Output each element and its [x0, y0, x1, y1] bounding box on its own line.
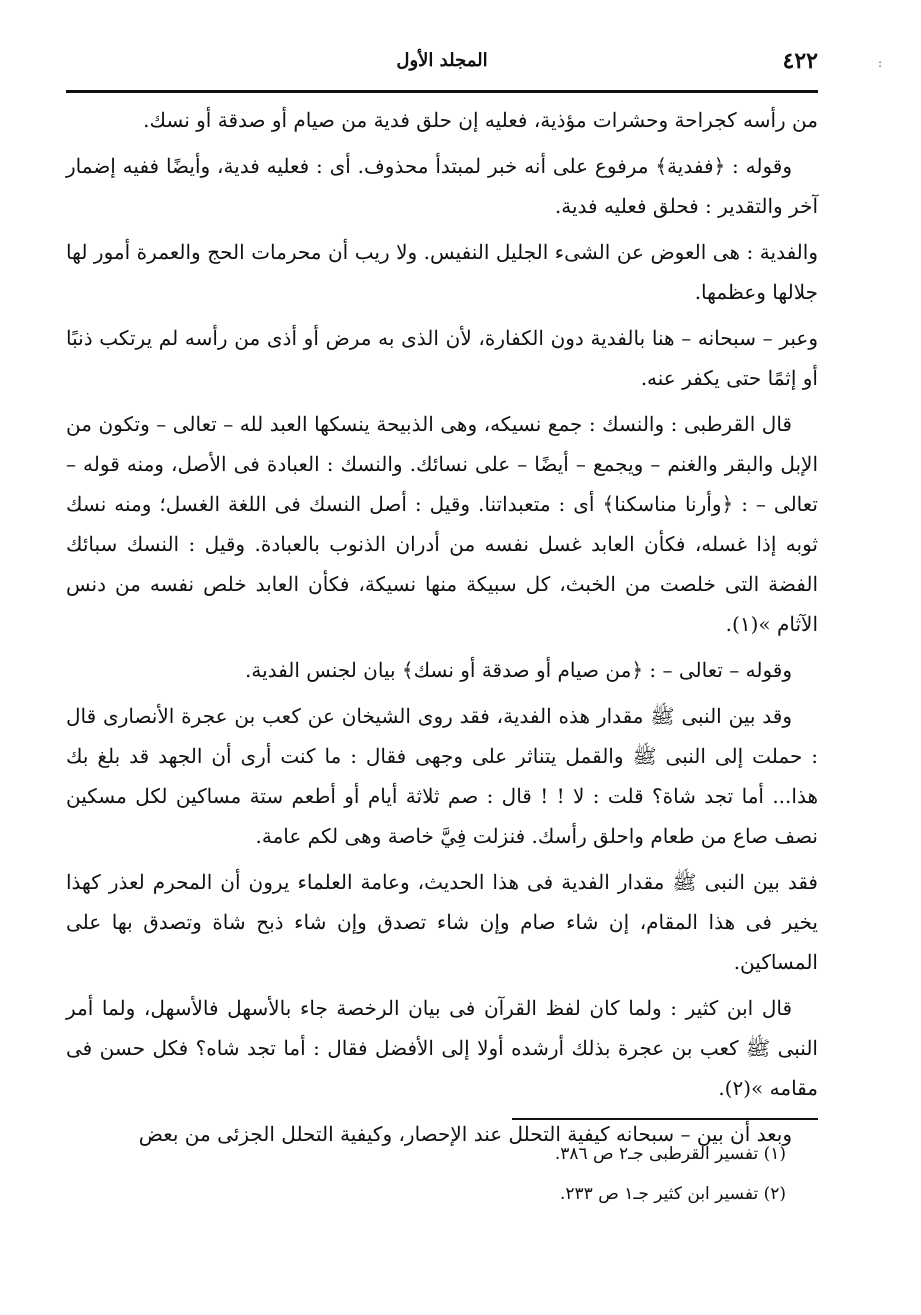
footnote-rule	[512, 1118, 818, 1120]
paragraph: والفدية : هى العوض عن الشىء الجليل النفيس. ولا ريب أن محرمات الحج والعمرة أمور لها جلالها وعظمها.	[66, 240, 818, 304]
page-number: ٤٢٢	[782, 48, 818, 74]
paragraph: فقد بين النبى ﷺ مقدار الفدية فى هذا الحديث، وعامة العلماء يرون أن المحرم لعذر كهذا يخير فى هذا المقام، إن شاء صام وإن شاء تصدق وإن شاء ذبح شاة وتصدق بها على المساكين.	[66, 870, 818, 974]
main-text	[66, 100, 818, 1160]
paragraph: وعبر – سبحانه – هنا بالفدية دون الكفارة، لأن الذى به مرض أو أذى من رأسه لم يرتكب ذنبًا أو إثمًا حتى يكفر عنه.	[66, 326, 818, 390]
paragraph: وبعد أن بين – سبحانه كيفية التحلل عند الإحصار، وكيفية التحلل الجزئى من بعض	[138, 1122, 792, 1146]
footnote: (١) تفسير القرطبى جـ٢ ص ٣٨٦.	[554, 1144, 786, 1164]
paragraph: قال ابن كثير : ولما كان لفظ القرآن فى بيان الرخصة جاء بالأسهل فالأسهل، ولما أمر النبى ﷺ كعب بن عجرة بذلك أرشده أولا إلى الأفضل فقال : أما تجد شاه؟ فكل حسن فى مقامه »(٢).	[66, 996, 818, 1100]
paragraph: وقد بين النبى ﷺ مقدار هذه الفدية، فقد روى الشيخان عن كعب بن عجرة الأنصارى قال : حملت إلى النبى ﷺ والقمل يتناثر على وجهى فقال : ما كنت أرى أن الجهد قد بلغ بك هذا... أما تجد شاة؟ قلت : لا ! ! قال : صم ثلاثة أيام أو أطعم ستة مساكين لكل مسكين نصف صاع من طعام واحلق رأسك. فنزلت فِيَّ خاصة وهى لكم عامة.	[66, 704, 818, 848]
margin-mark: :	[878, 56, 883, 70]
paragraph: وقوله – تعالى – : ﴿من صيام أو صدقة أو نسك﴾ بيان لجنس الفدية.	[245, 658, 792, 682]
paragraph: قال القرطبى : والنسك : جمع نسيكه، وهى الذبيحة ينسكها العبد لله – تعالى – وتكون من الإبل والبقر والغنم – ويجمع – أيضًا – على نسائك. والنسك : العبادة فى الأصل، ومنه قوله – تعالى – : ﴿وأرنا مناسكنا﴾ أى : متعبداتنا. وقيل : أصل النسك فى اللغة الغسل؛ ومنه نسك ثوبه إذا غسله، فكأن العابد غسل نفسه من أدران الذنوب بالعبادة. وقيل : النسك سبائك الفضة التى خلصت من الخبث، كل سبيكة منها نسيكة، فكأن العابد خلص نفسه من دنس الآثام »(١).	[66, 412, 818, 636]
running-title: المجلد الأول	[396, 50, 488, 71]
header-rule	[66, 90, 818, 93]
paragraph: وقوله : ﴿ففدية﴾ مرفوع على أنه خبر لمبتدأ محذوف. أى : فعليه فدية، وأيضًا ففيه إضمار آخر والتقدير : فحلق فعليه فدية.	[66, 154, 818, 218]
page-header	[66, 48, 818, 80]
paragraph: من رأسه كجراحة وحشرات مؤذية، فعليه إن حلق فدية من صيام أو صدقة أو نسك.	[143, 108, 818, 132]
footnotes	[66, 1134, 786, 1214]
footnote: (٢) تفسير ابن كثير جـ١ ص ٢٣٣.	[560, 1184, 786, 1204]
